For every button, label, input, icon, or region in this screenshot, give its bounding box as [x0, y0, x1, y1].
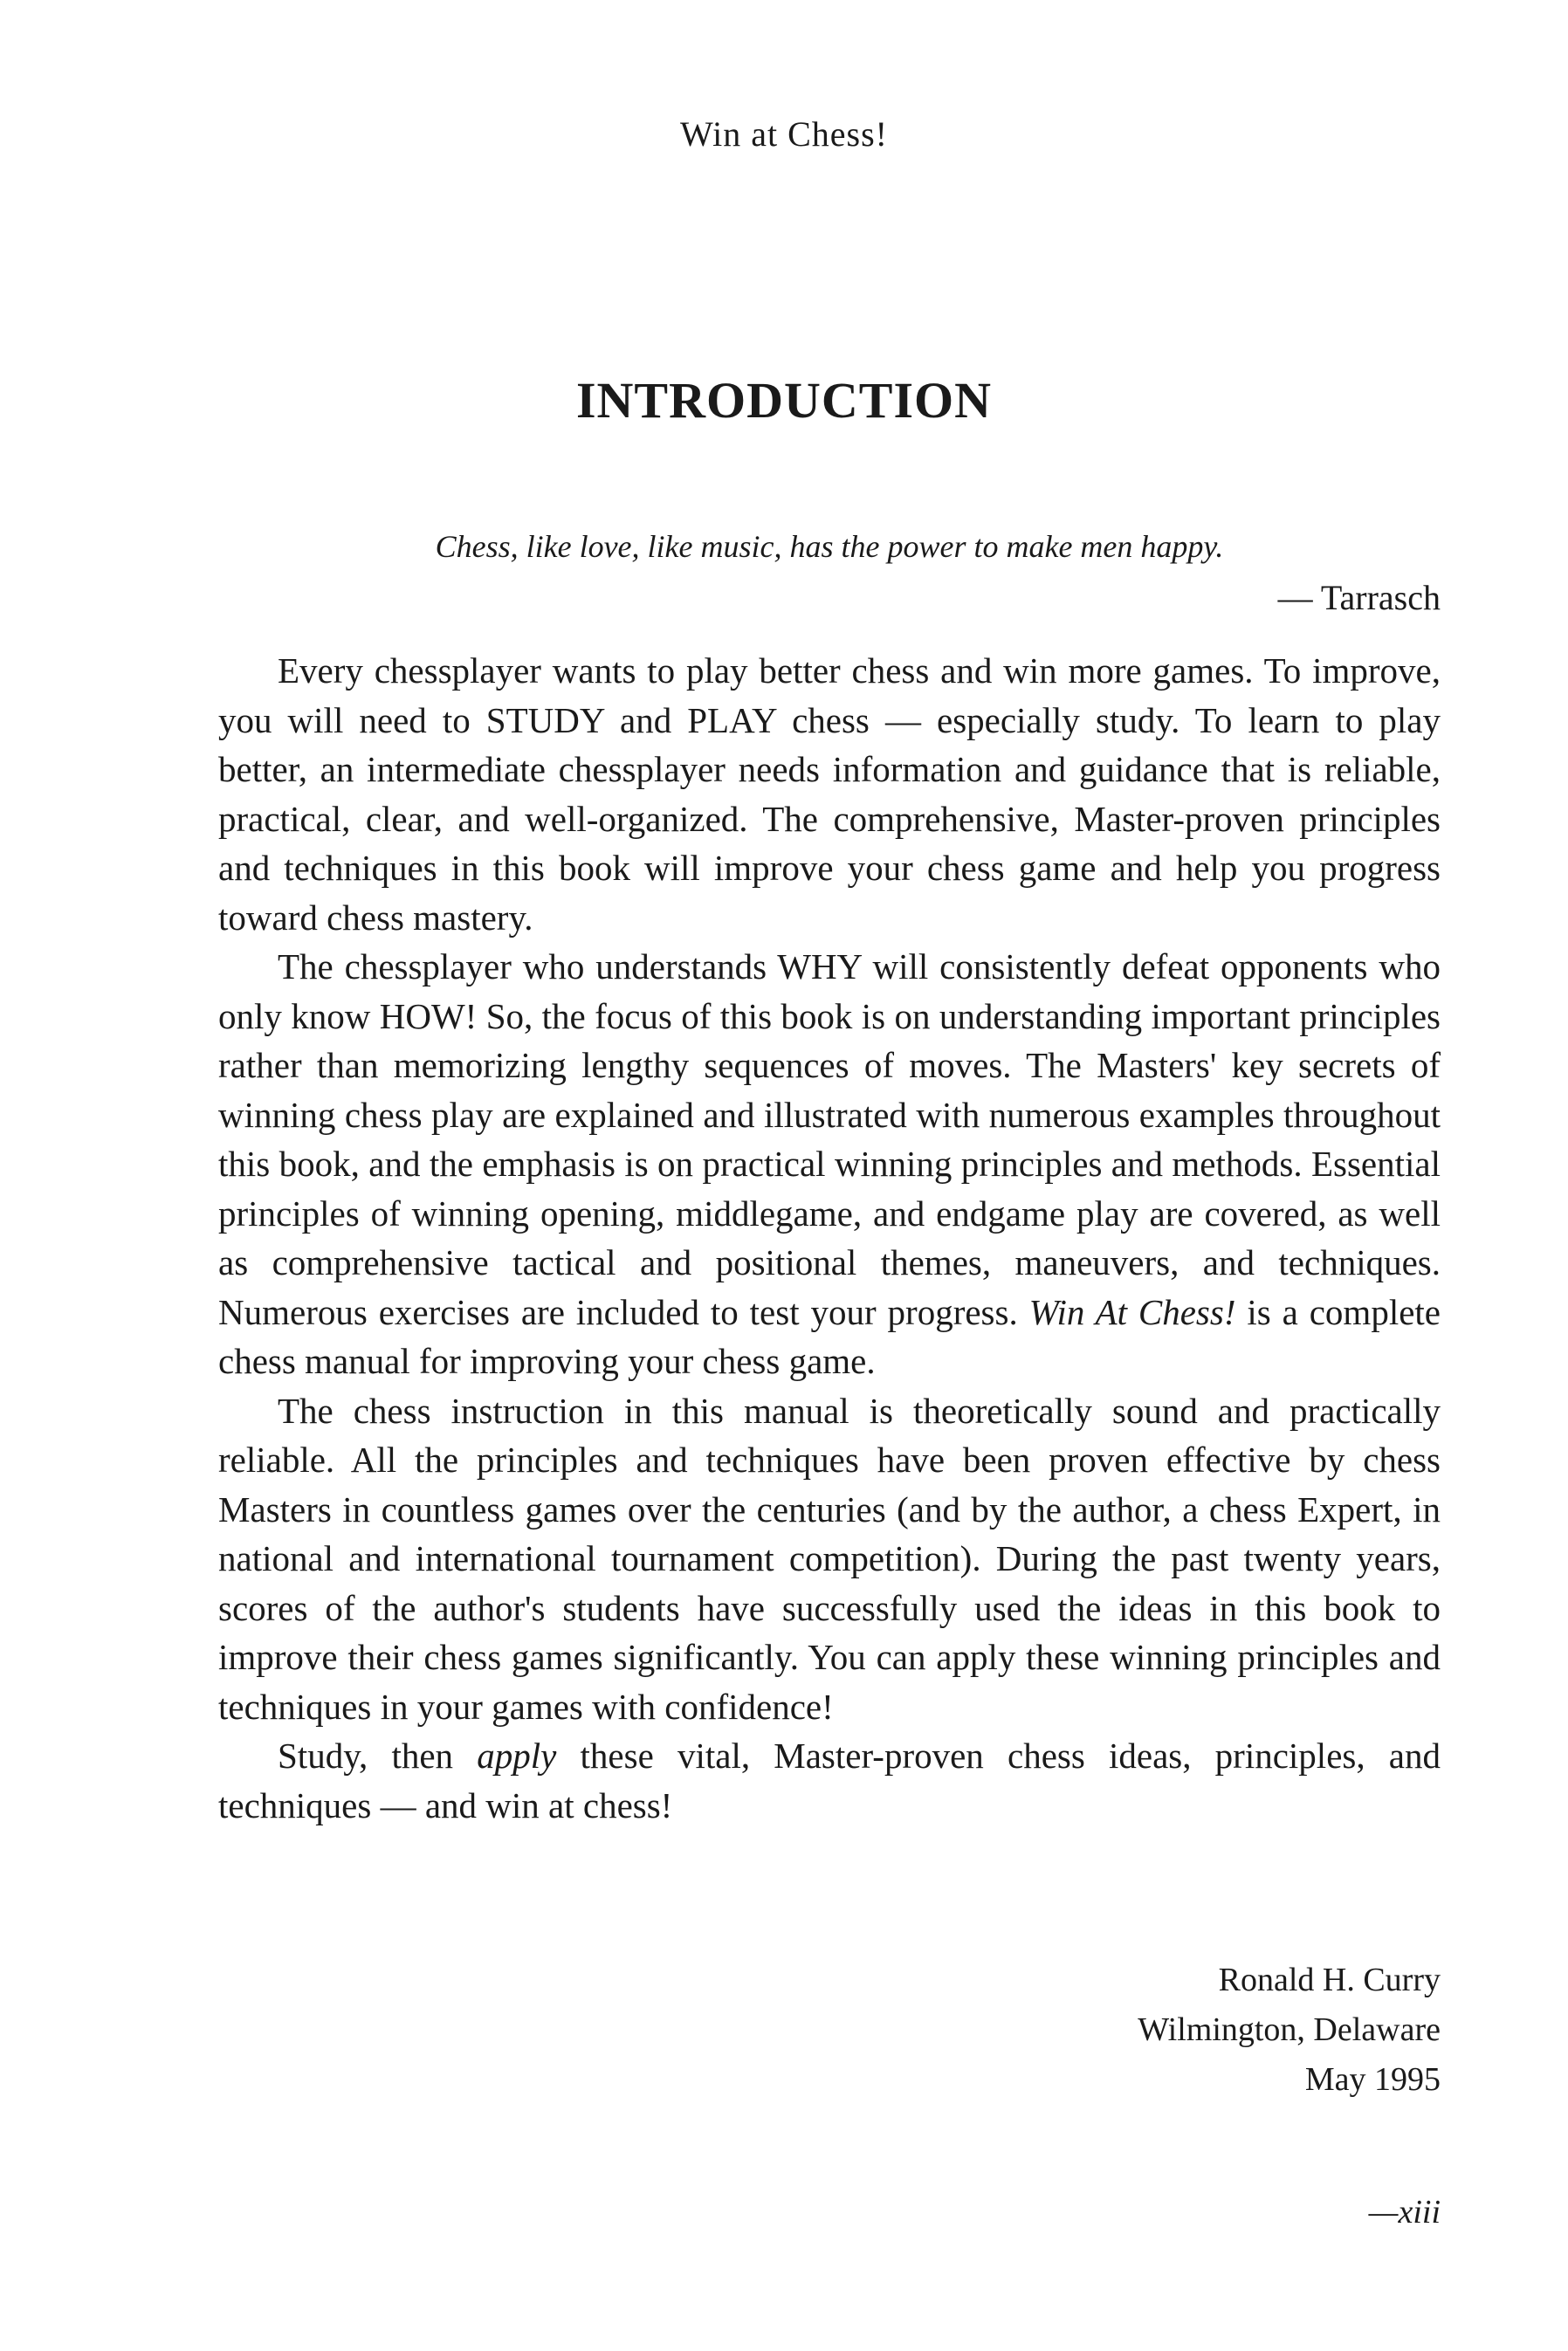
paragraph-4-text-b: these vital, Master-proven chess ideas, principles, and techniques — and win at chess! [218, 1736, 1441, 1825]
page-number: —xiii [1368, 2194, 1441, 2231]
running-head: Win at Chess! [679, 114, 889, 154]
paragraph-2-text-a: The chessplayer who understands WHY will consistently defeat opponents who only know HOW! So, the focus of this book is on understanding important principles rather than memorizing lengthy sequences of moves. The Masters' key secrets of winning chess play are explained and illustrated with numerous examples throughout this book, and the emphasis is on practical winning principles and methods. Essential principles of winning opening, middlegame, and endgame play are covered, as well as comprehensive tactical and positional themes, maneuvers, and techniques. Numerous exercises are included to test your progress. [218, 946, 1441, 1332]
epigraph-quote: Chess, like love, like music, has the power to make men happy. [435, 529, 1224, 564]
signature-date: May 1995 [1304, 2061, 1441, 2098]
book-title-italic: Win At Chess! [1028, 1291, 1236, 1332]
chapter-title: INTRODUCTION [575, 372, 993, 429]
body-text [218, 646, 1441, 1830]
paragraph-3: The chess instruction in this manual is theoretically sound and practically reliable. All the principles and techniques have been proven effective by chess Masters in countless games over the centuries (and by the author, a chess Expert, in national and international tournament competition). During the past twenty years, scores of the author's students have successfully used the ideas in this book to improve their chess games significantly. You can apply these winning principles and techniques in your games with confidence! [218, 1390, 1441, 1727]
signature-block [218, 1956, 1441, 2105]
emphasis-apply: apply [477, 1736, 557, 1776]
paragraph-4 [218, 1731, 1441, 1830]
epigraph-attribution: — Tarrasch [1277, 578, 1441, 617]
author-location: Wilmington, Delaware [1138, 2011, 1441, 2048]
paragraph-4-text-a: Study, then [278, 1736, 478, 1776]
paragraph-2-text-b: is a complete chess manual for improving your chess game. [218, 1291, 1441, 1381]
paragraph-2 [218, 942, 1441, 1386]
paragraph-1: Every chessplayer wants to play better chess and win more games. To improve, you will need to STUDY and PLAY chess — especially study. To learn to play better, an intermediate chessplayer needs information and guidance that is reliable, practical, clear, and well-organized. The comprehensive, Master-proven principles and techniques in this book will improve your chess game and help you progress toward chess mastery. [218, 650, 1441, 938]
author-name: Ronald H. Curry [1218, 1962, 1441, 1998]
epigraph [218, 521, 1441, 624]
